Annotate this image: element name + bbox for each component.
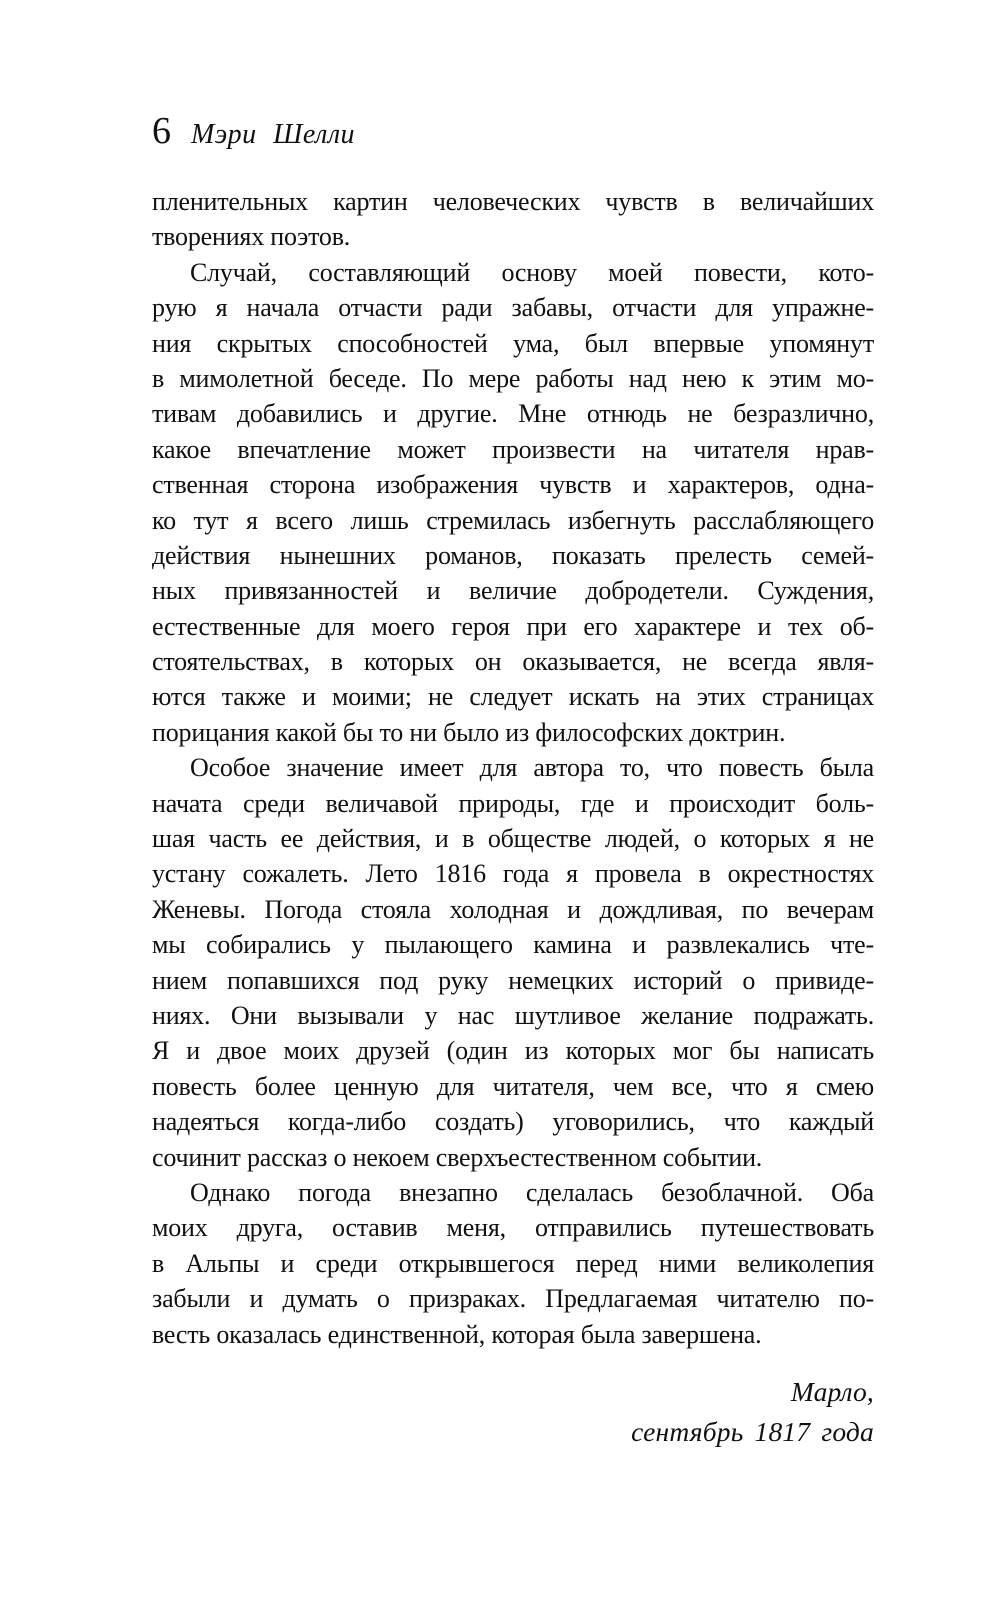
text-line: ния скрытых способностей ума, был впервые упомянут xyxy=(152,328,874,358)
text-line: мы собирались у пылающего камина и развлекались чте- xyxy=(152,930,874,960)
text-line: тивам добавились и другие. Мне отнюдь не безразлично, xyxy=(152,399,874,429)
text-line: Женевы. Погода стояла холодная и дождливая, по вечерам xyxy=(152,894,874,924)
text-line: нием попавшихся под руку немецких историй о привиде- xyxy=(152,965,874,995)
text-line: весть оказалась единственной, которая была завершена. xyxy=(152,1319,762,1349)
signature-date: сентябрь 1817 года xyxy=(631,1415,874,1447)
text-line: пленительных картин человеческих чувств в величайших xyxy=(152,187,874,216)
running-header xyxy=(152,112,874,156)
text-line: начата среди величавой природы, где и происходит боль- xyxy=(152,788,874,818)
text-line: ются также и моими; не следует искать на этих страницах xyxy=(152,682,874,712)
text-line: моих друга, оставив меня, отправились путешествовать xyxy=(152,1213,874,1243)
text-block xyxy=(152,112,874,1452)
signature-block xyxy=(152,1372,874,1452)
text-line: ко тут я всего лишь стремилась избегнуть расслабляющего xyxy=(152,505,874,535)
page-number: 6 xyxy=(152,110,171,152)
text-line: ниях. Они вызывали у нас шутливое желание подражать. xyxy=(152,1000,874,1030)
text-line: действия нынешних романов, показать прелесть семей- xyxy=(152,540,874,570)
text-line: в мимолетной беседе. По мере работы над нею к этим мо- xyxy=(152,363,874,393)
text-line: шая часть ее действия, и в обществе людей, о которых я не xyxy=(152,824,874,854)
running-title: Мэри Шелли xyxy=(191,119,356,150)
text-line: ных привязанностей и величие добродетели. Суждения, xyxy=(152,576,874,606)
text-line: порицания какой бы то ни было из философских доктрин. xyxy=(152,717,786,747)
text-line: рую я начала отчасти ради забавы, отчасти для упражне- xyxy=(152,293,874,323)
text-line: Однако погода внезапно сделалась безоблачной. Оба xyxy=(190,1177,874,1207)
text-line: стоятельствах, в которых он оказывается, не всегда явля- xyxy=(152,647,874,677)
text-line: сочинит рассказ о некоем сверхъестественном событии. xyxy=(152,1142,763,1172)
text-line: повесть более ценную для читателя, чем все, что я смею xyxy=(152,1071,874,1101)
text-line: творениях поэтов. xyxy=(152,222,351,252)
text-line: в Альпы и среди открывшегося перед ними великолепия xyxy=(152,1248,874,1278)
text-line: ственная сторона изображения чувств и характеров, одна- xyxy=(152,470,874,500)
signature-place: Марло, xyxy=(790,1375,874,1407)
text-line: Особое значение имеет для автора то, что повесть была xyxy=(190,753,874,783)
text-line: Я и двое моих друзей (один из которых мог бы написать xyxy=(152,1036,874,1066)
text-line: какое впечатление может произвести на читателя нрав- xyxy=(152,434,874,464)
text-line: надеяться когда-либо создать) уговорились, что каждый xyxy=(152,1107,874,1137)
text-line: устану сожалеть. Лето 1816 года я провела в окрестностях xyxy=(152,859,874,889)
text-line: забыли и думать о призраках. Предлагаемая читателю по- xyxy=(152,1284,874,1314)
text-line: Случай, составляющий основу моей повести, кото- xyxy=(190,257,874,287)
body-text xyxy=(152,184,874,1352)
text-line: естественные для моего героя при его характере и тех об- xyxy=(152,611,874,641)
